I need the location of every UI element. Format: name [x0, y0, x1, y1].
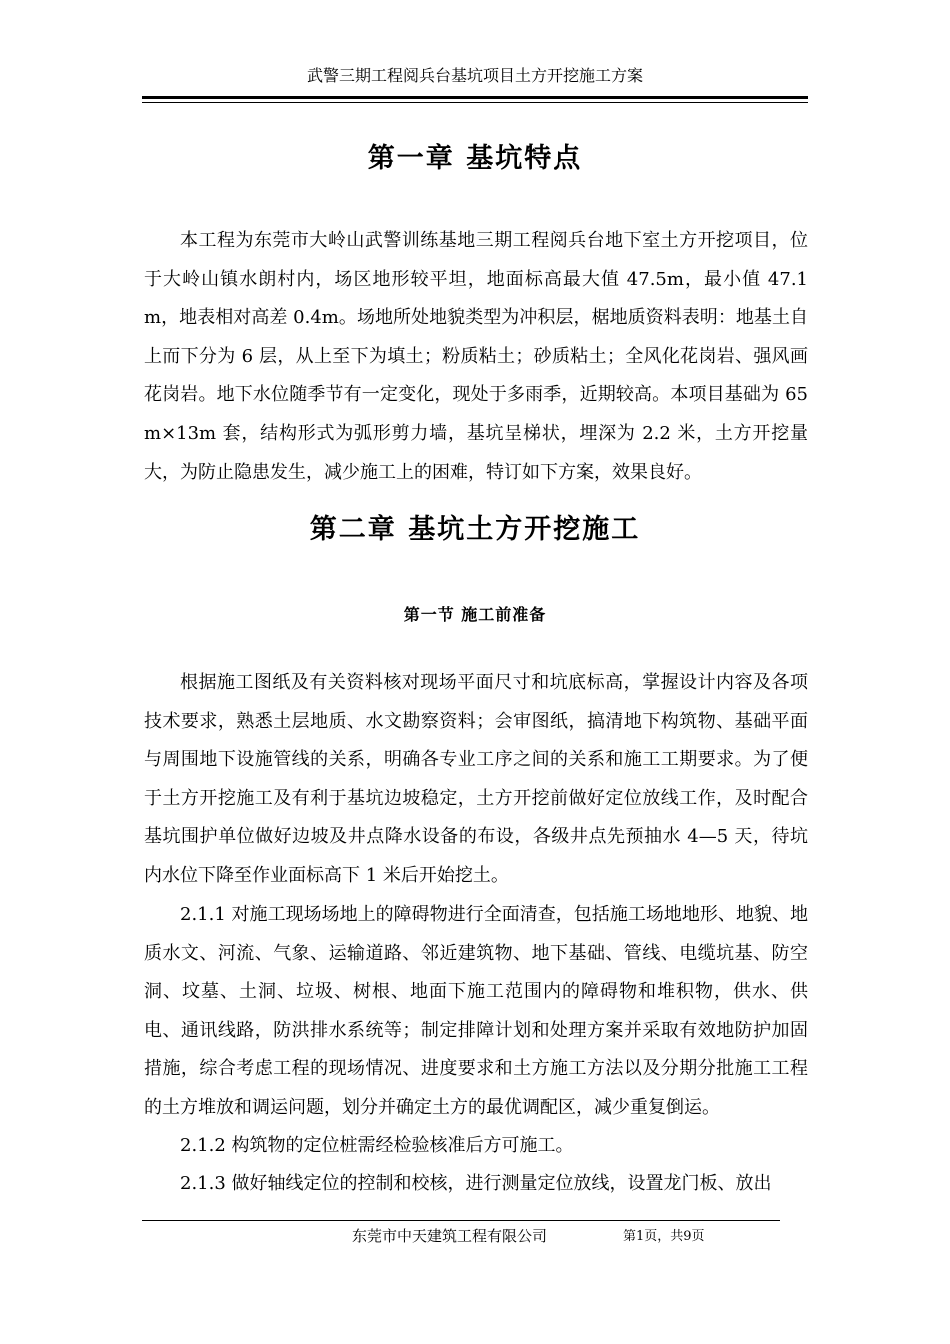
paragraph-preparation: 根据施工图纸及有关资料核对现场平面尺寸和坑底标高，掌握设计内容及各项技术要求，熟悉土层地质、水文勘察资料；会审图纸，搞清地下构筑物、基础平面与周围地下设施管线的关系，明确各专业工序之间的关系和施工工期要求。为了便于土方开挖施工及有利于基坑边坡稳定，土方开挖前做好定位放线工作，及时配合基坑围护单位做好边坡及井点降水设备的布设，各级井点先预抽水 4—5 天，待坑内水位下降至作业面标高下 1 米后开始挖土。	[144, 672, 808, 886]
page-header-title: 武警三期工程阅兵台基坑项目土方开挖施工方案	[306, 66, 643, 85]
chapter-2-title: 第二章 基坑土方开挖施工	[309, 514, 641, 545]
footer-page-number: 第1页，共9页	[623, 1229, 705, 1244]
paragraph-2-1-1: 2.1.1 对施工现场场地上的障碍物进行全面清查，包括施工场地地形、地貌、地质水文、河流、气象、运输道路、邻近建筑物、地下基础、管线、电缆坑基、防空洞、坟墓、土洞、垃圾、树根、地面下施工范围内的障碍物和堆积物，供水、供电、通讯线路，防洪排水系统等；制定排障计划和处理方案并采取有效地防护加固措施，综合考虑工程的现场情况、进度要求和土方施工方法以及分期分批施工工程的土方堆放和调运问题，划分并确定土方的最优调配区，减少重复倒运。	[144, 904, 808, 1118]
footer-rule	[142, 1220, 780, 1221]
paragraph-2-1-3: 2.1.3 做好轴线定位的控制和校核，进行测量定位放线，设置龙门板、放出	[180, 1173, 772, 1194]
paragraph-2-1-2: 2.1.2 构筑物的定位桩需经检验核准后方可施工。	[180, 1135, 574, 1156]
footer-company-name: 东莞市中天建筑工程有限公司	[352, 1227, 548, 1245]
header-rule-thin	[142, 102, 808, 103]
header-rule-thick	[142, 96, 808, 99]
chapter-1-title: 第一章 基坑特点	[367, 143, 583, 174]
section-1-title: 第一节 施工前准备	[403, 605, 547, 624]
paragraph-project-overview: 本工程为东莞市大岭山武警训练基地三期工程阅兵台地下室土方开挖项目，位于大岭山镇水朗村内，场区地形较平坦，地面标高最大值 47.5m，最小值 47.1m，地表相对高差 0.4m。场地所处地貌类型为冲积层，椐地质资料表明：地基土自上而下分为 6 层，从上至下为填土；粉质粘土；砂质粘土；全风化花岗岩、强风画花岗岩。地下水位随季节有一定变化，现处于多雨季，近期较高。本项目基础为 65m×13m 套，结构形式为弧形剪力墙，基坑呈梯状，埋深为 2.2 米，土方开挖量大，为防止隐患发生，减少施工上的困难，特订如下方案，效果良好。	[144, 230, 808, 483]
